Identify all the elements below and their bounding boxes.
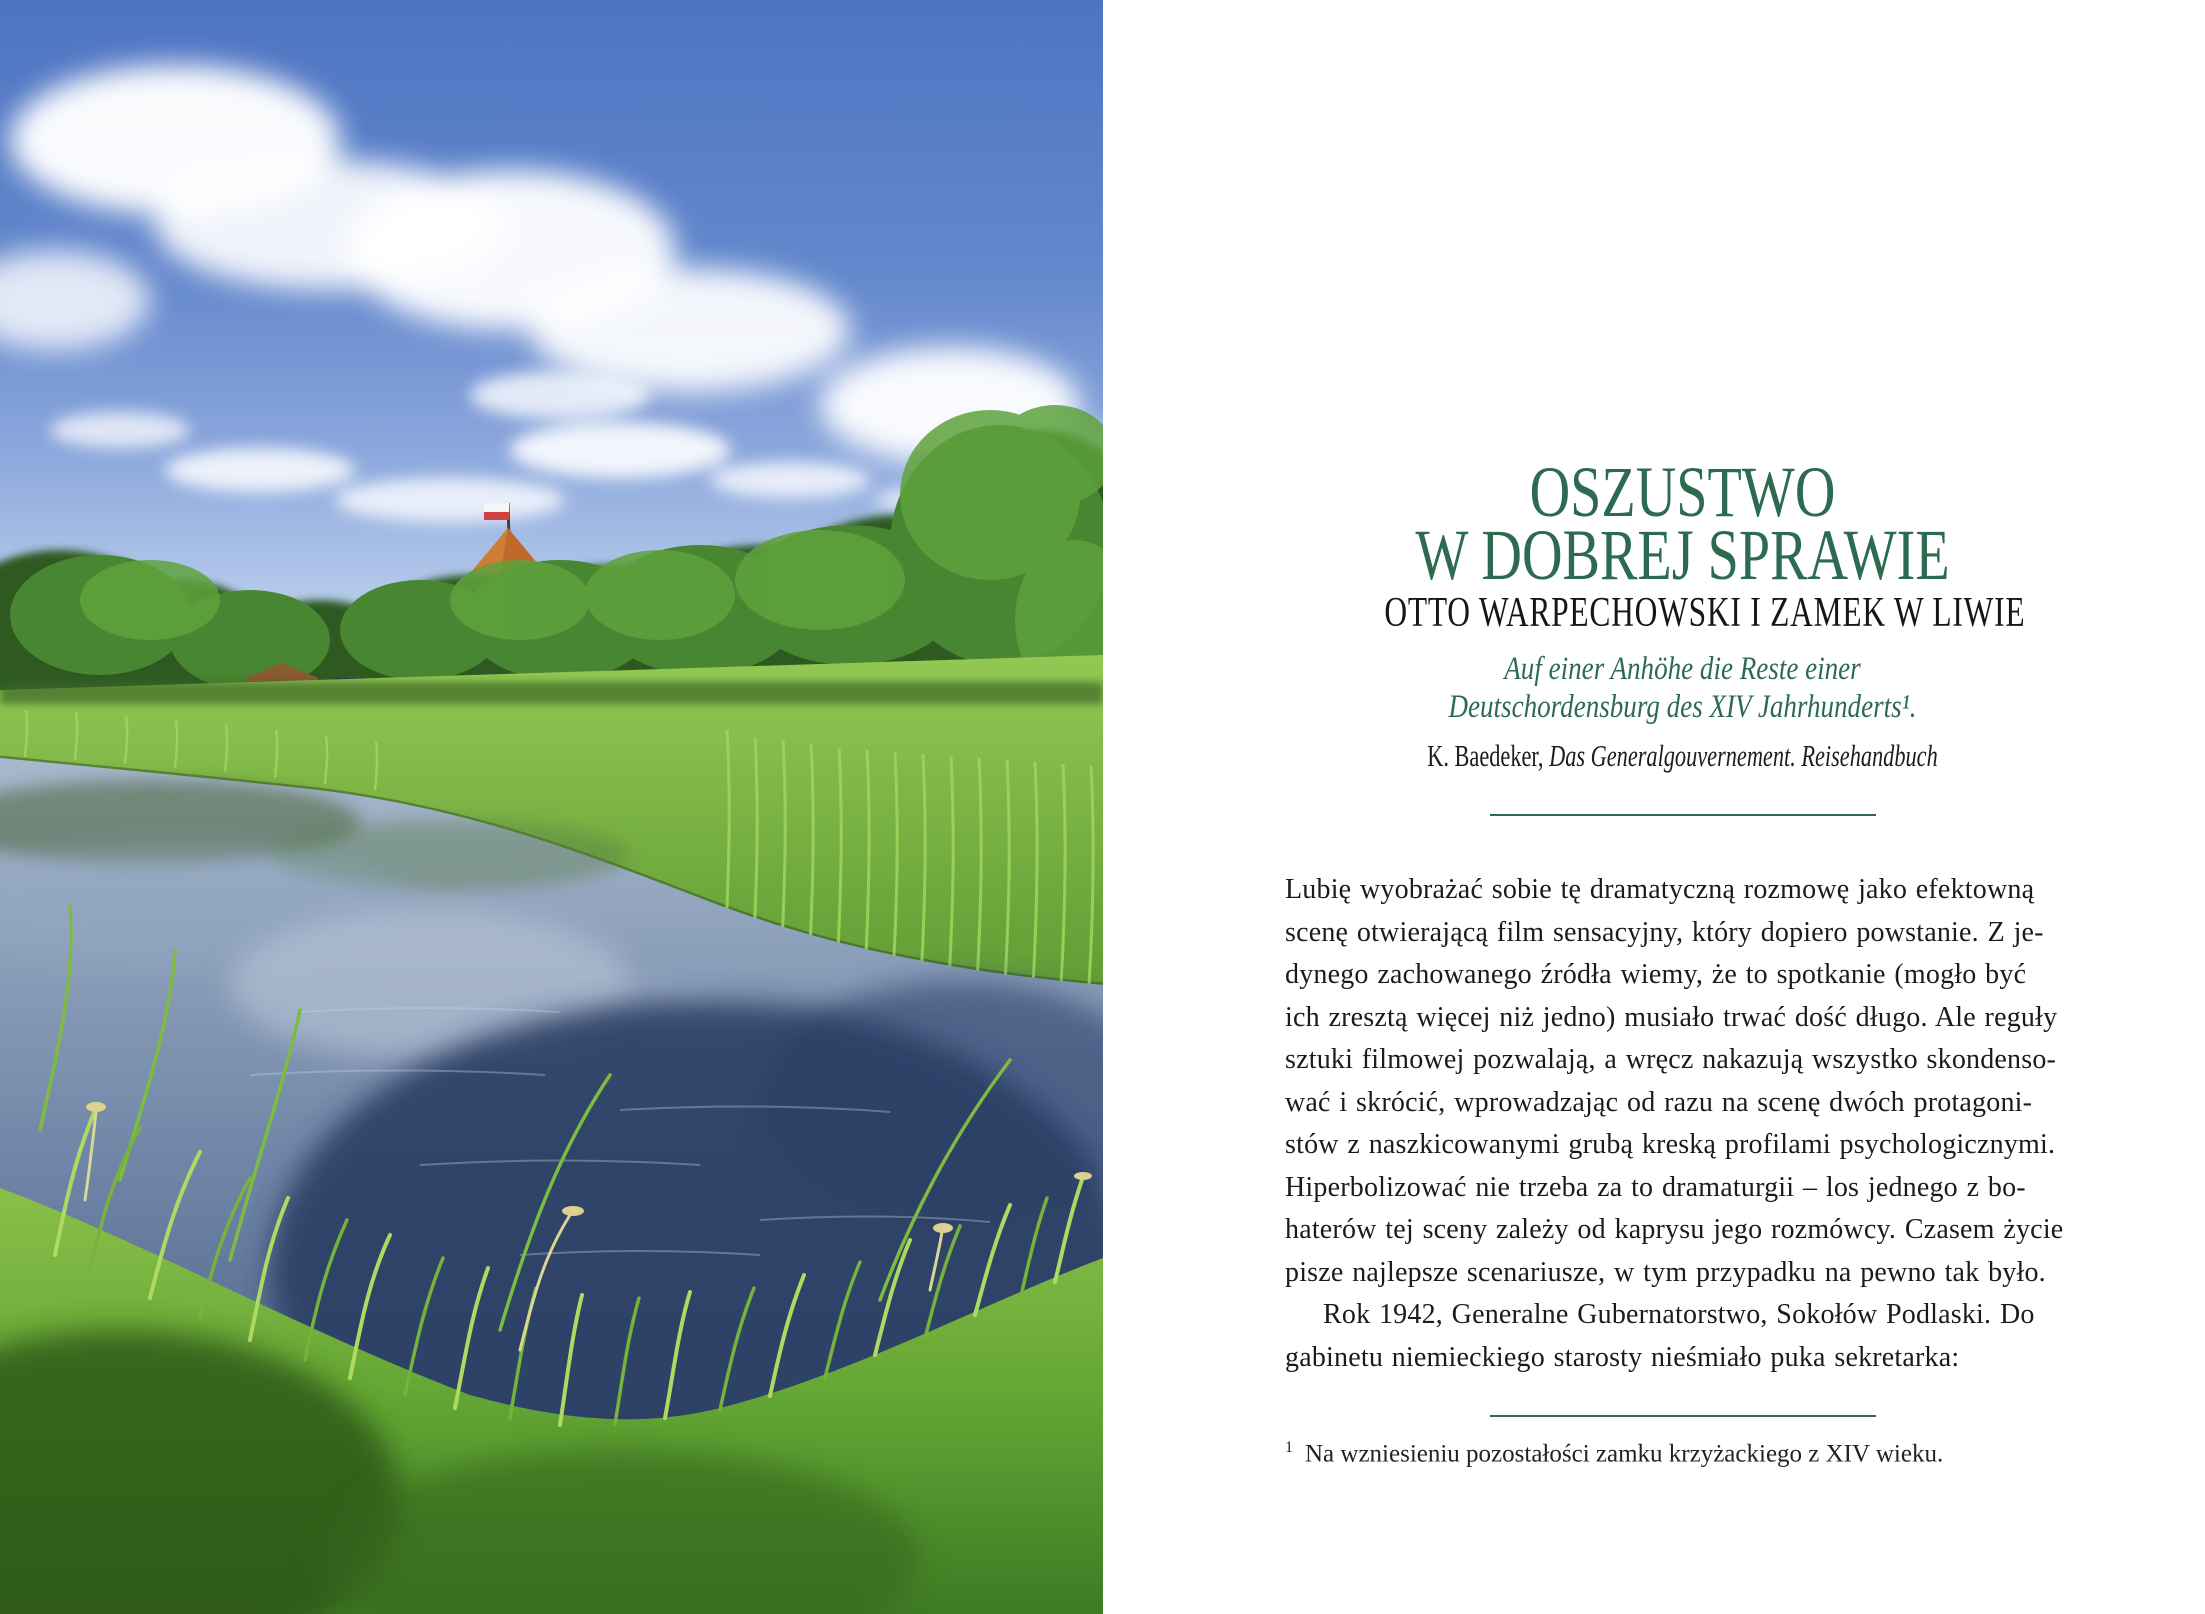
chapter-title-line1: OSZUSTWO [1529, 452, 1836, 533]
body-line: Rok 1942, Generalne Gubernatorstwo, Sokołów Podlaski. Do [1323, 1299, 2035, 1330]
body-line: sztuki filmowej pozwalają, a wręcz nakazują wszystko skondenso- [1285, 1044, 2057, 1075]
epigraph [1357, 650, 2009, 726]
section-divider-rule [1490, 814, 1876, 816]
chapter-subtitle: OTTO WARPECHOWSKI I ZAMEK W LIWIE [1384, 589, 2026, 636]
body-line: pisze najlepsze scenariusze, w tym przypadku na pewno tak było. [1285, 1256, 2046, 1288]
body-line: dynego zachowanego źródła wiemy, że to spotkanie (mogło być [1285, 959, 2027, 990]
epigraph-line2: Deutschordensburg des XIV Jahrhunderts¹. [1448, 689, 1917, 725]
footnote [1285, 1432, 2080, 1470]
flag-white [484, 503, 509, 512]
body-line: scenę otwierającą film sensacyjny, który dopiero powstanie. Z je- [1285, 916, 2044, 948]
body-line: haterów tej sceny zależy od kaprysu jego rozmówcy. Czasem życie [1285, 1214, 2064, 1245]
body-line: Lubię wyobrażać sobie tę dramatyczną rozmowę jako efektowną [1285, 874, 2035, 905]
text-column [1285, 0, 2080, 1614]
epigraph-attribution [1396, 738, 1968, 774]
attribution-author: K. Baedeker, [1427, 738, 1550, 773]
chapter-title [1372, 452, 1992, 596]
body-line: wać i skrócić, wprowadzając od razu na scenę dwóch protagoni- [1285, 1086, 2033, 1118]
body-line: Hiperbolizować nie trzeba za to dramaturgii – los jednego z bo- [1285, 1171, 2026, 1203]
footnote-text: Na wzniesieniu pozostałości zamku krzyżackiego z XIV wieku. [1305, 1440, 1944, 1468]
body-line: gabinetu niemieckiego starosty nieśmiało puka sekretarka: [1285, 1341, 1960, 1373]
body-text [1285, 869, 2080, 1379]
attribution-work: Das Generalgouvernement. Reisehandbuch [1549, 738, 1938, 773]
flag-red [484, 512, 509, 520]
text-page [1103, 0, 2205, 1614]
epigraph-line1: Auf einer Anhöhe die Reste einer [1504, 651, 1861, 687]
body-line: stów z naszkicowanymi grubą kreską profilami psychologicznymi. [1285, 1129, 2056, 1160]
footnote-divider-rule [1490, 1415, 1876, 1417]
body-line: ich zresztą więcej niż jedno) musiało trwać dość długo. Ale reguły [1285, 1001, 2058, 1033]
footnote-marker: 1 [1285, 1439, 1293, 1456]
chapter-title-line2: W DOBREJ SPRAWIE [1415, 515, 1950, 596]
